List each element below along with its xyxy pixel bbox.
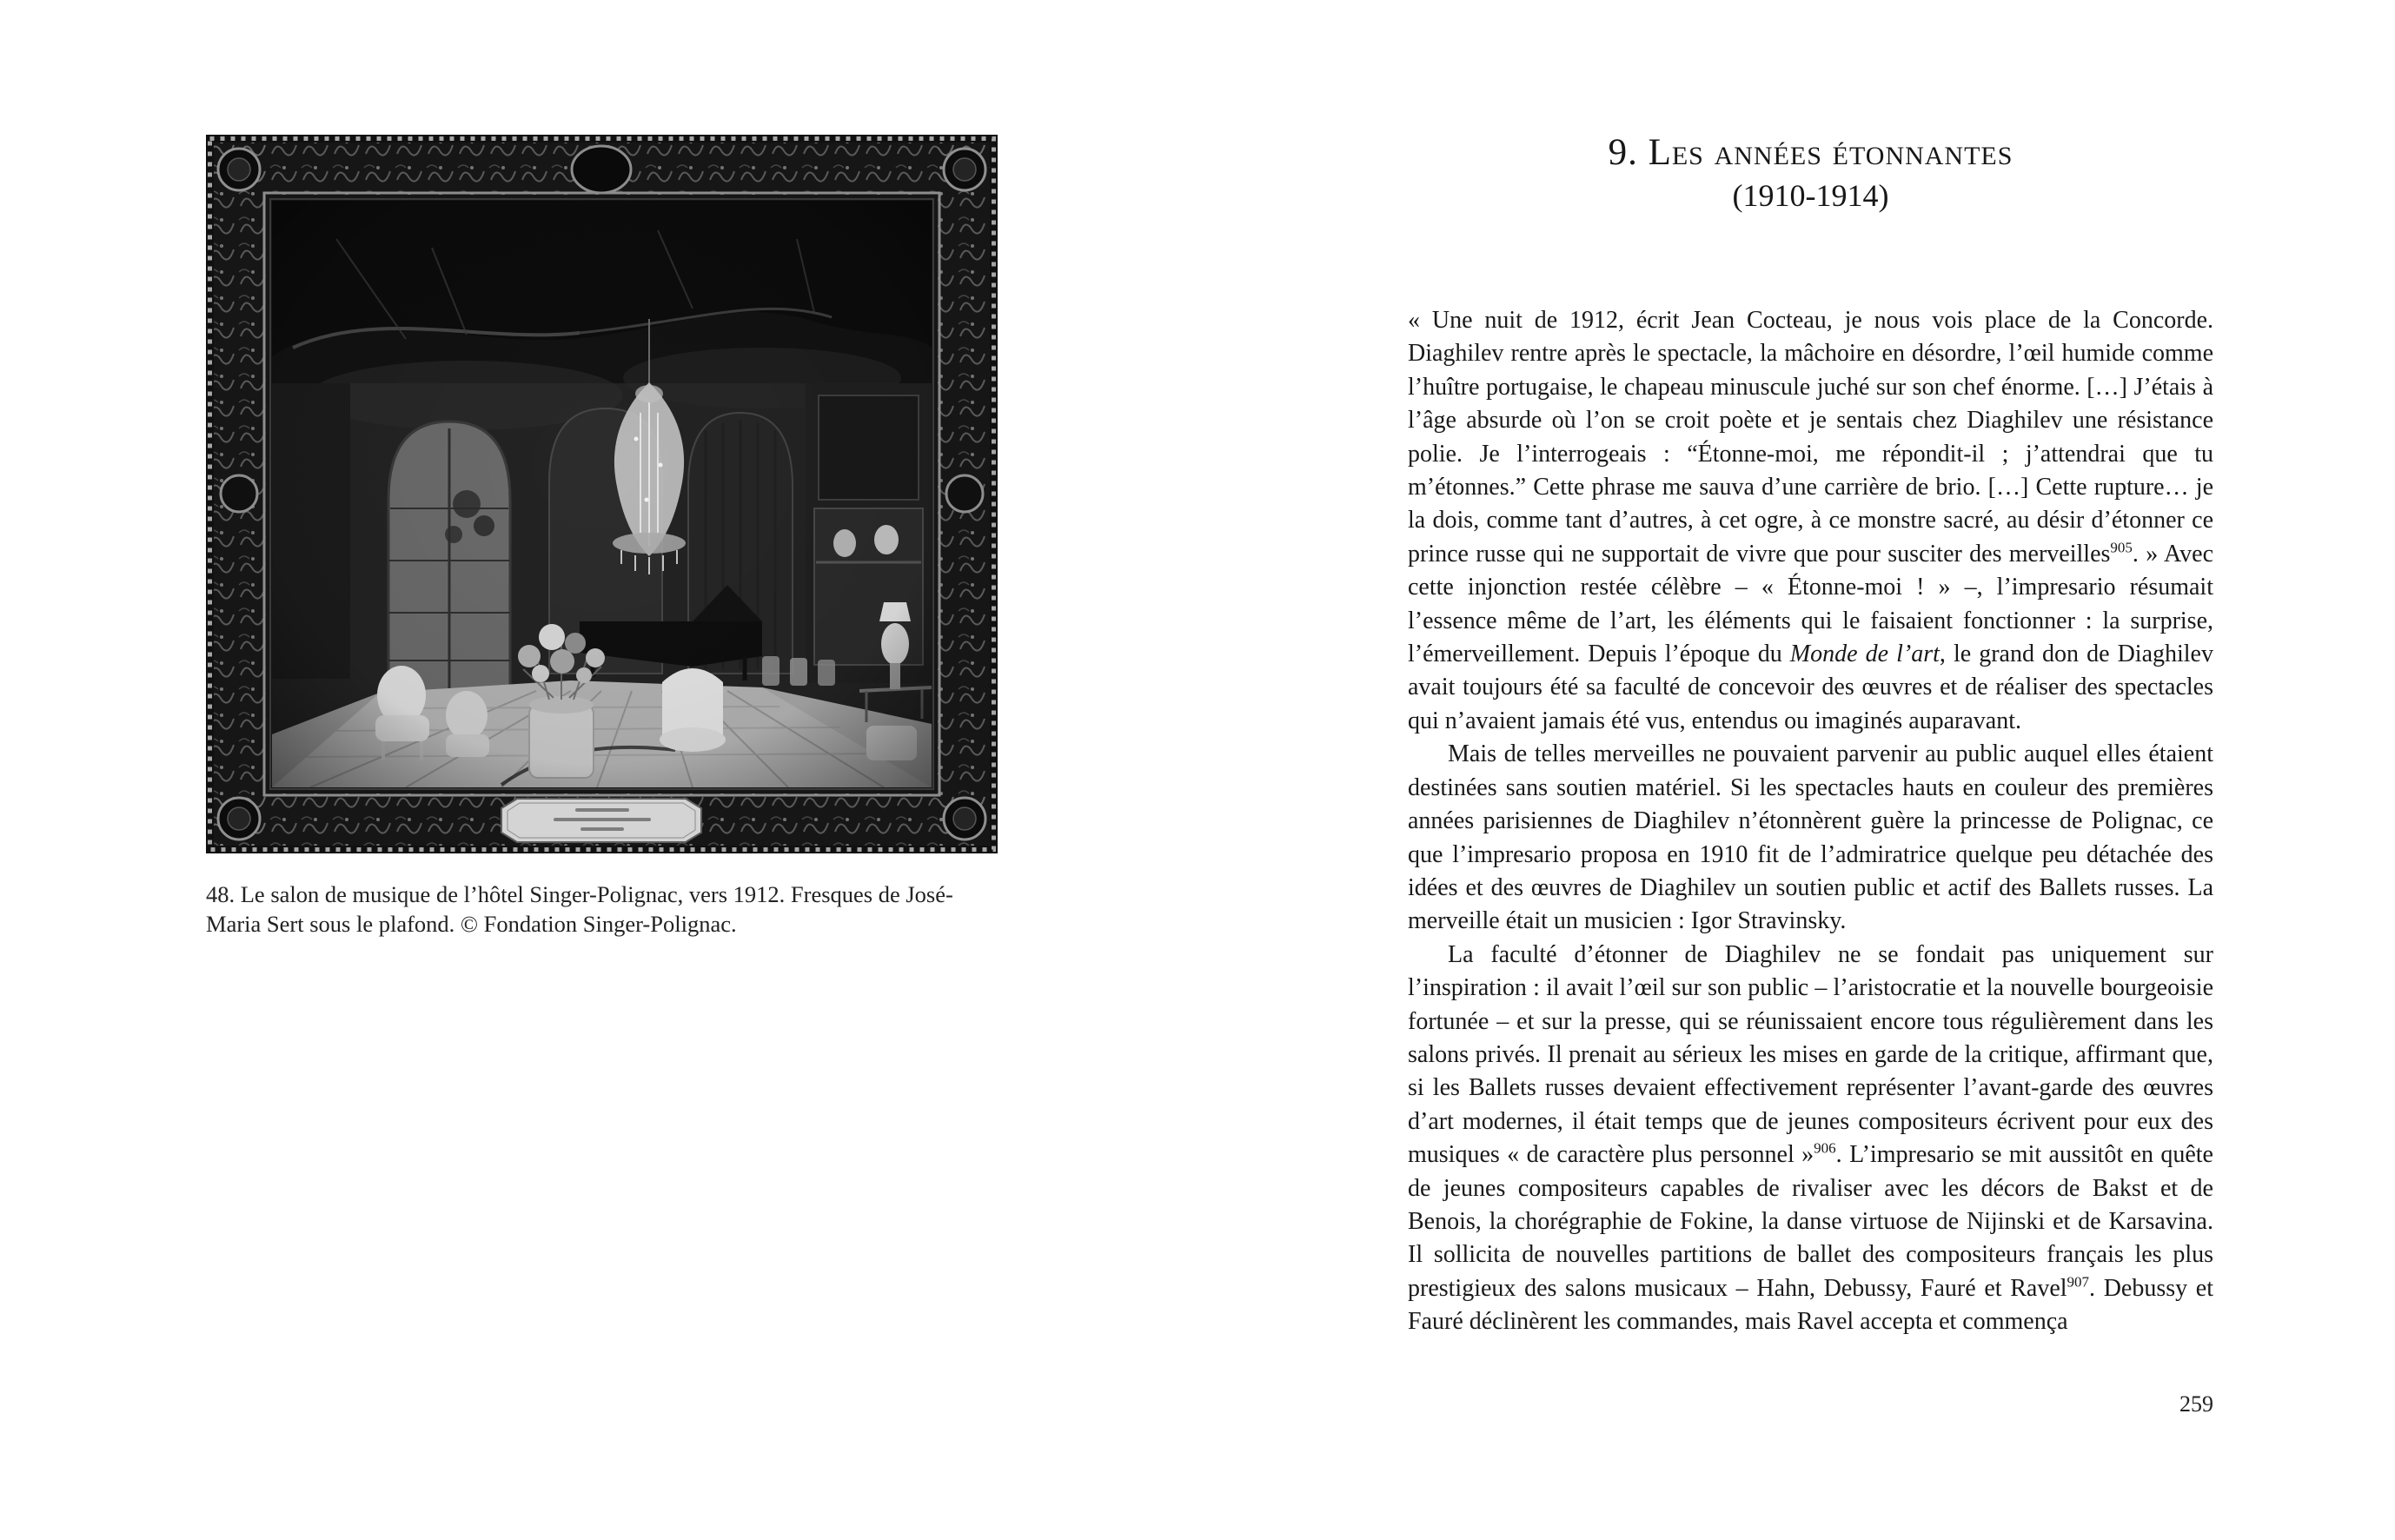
italic-title: Monde de l’art — [1789, 641, 1940, 668]
footnote-ref-905: 905 — [2110, 539, 2133, 556]
paragraph: Mais de telles merveilles ne pouvaient parvenir au public auquel elles étaient destinées sans soutien matériel. Si les spectacles hauts en couleur des premières années parisiennes de Diaghilev n’étonnèrent guère la princesse de Polignac, ce que l’impresario proposa en 1910 fit de l’admiratrice quelque peu détachée des idées et des œuvres de Diaghilev un soutien public et actif des Ballets russes. La merveille était un musicien : Igor Stravinsky. — [1408, 740, 2213, 935]
photo-vignette — [272, 201, 932, 787]
paragraph — [1408, 304, 2213, 738]
footnote-ref-906: 906 — [1814, 1139, 1836, 1157]
footnote-ref-907: 907 — [2067, 1273, 2090, 1291]
salon-interior — [272, 201, 932, 787]
frame-plaque — [501, 799, 701, 842]
salon-photograph — [206, 135, 998, 853]
corner-medallion — [944, 798, 985, 840]
side-medallion — [221, 475, 257, 512]
paragraph — [1408, 939, 2213, 1339]
chapter-subtitle: (1910-1914) — [1732, 178, 1889, 213]
paragraph-text: . Debussy et Fauré déclinèrent les commandes, mais Ravel accepta et commença — [1408, 1274, 2213, 1336]
corner-medallion — [218, 798, 260, 840]
salon-photo-figure — [206, 135, 998, 853]
paragraph-text: « Une nuit de 1912, écrit Jean Cocteau, je nous vois place de la Concorde. Diaghilev rentre après le spectacle, la mâchoire en désordre, l’œil humide comme l’huître portugaise, le chapeau minuscule juché sur son chef énorme. […] J’étais à l’âge absurde où l’on se croit poète et je sentais chez Diaghilev une résistance polie. Je l’interrogeais : “Étonne-moi, me répondit-il ; j’attendrai que tu m’étonnes.” Cette phrase me sauva d’une carrière de brio. […] Cette rupture… je la dois, comme tant d’autres, à cet ogre, à ce monstre sacré, au désir d’étonner ce prince russe qui ne supportait de vivre que pour susciter des merveilles — [1408, 307, 2213, 568]
corner-medallion — [218, 149, 260, 190]
chapter-title: 9. Les années étonnantes — [1608, 132, 2014, 173]
page-number: 259 — [2179, 1391, 2213, 1417]
top-cartouche — [572, 146, 631, 193]
chapter-column — [1408, 132, 2213, 1339]
paragraph-text: . » Avec cette injonction restée célèbre – « Étonne-moi ! » –, l’impresario résumait l’essence même de l’art, les éléments qui le faisaient fonctionner : la surprise, l’émerveillement. Depuis l’époque du — [1408, 540, 2213, 668]
figure-caption: 48. Le salon de musique de l’hôtel Singer-Polignac, vers 1912. Fresques de José-Maria Sert sous le plafond. © Fondation Singer-Polignac. — [206, 881, 953, 937]
side-medallion — [946, 475, 983, 512]
corner-medallion — [944, 149, 985, 190]
chapter-body — [1408, 304, 2213, 1339]
paragraph-text: . L’impresario se mit aussitôt en quête de jeunes compositeurs capables de rivaliser avec les décors de Bakst et de Benois, la chorégraphie de Fokine, la danse virtuose de Nijinski et de Karsavina. Il sollicita de nouvelles partitions de ballet des compositeurs français les plus prestigieux des salons musicaux – Hahn, Debussy, Fauré et Ravel — [1408, 1141, 2213, 1302]
paragraph-text: La faculté d’étonner de Diaghilev ne se fondait pas uniquement sur l’inspiration : il avait l’œil sur son public – l’aristocratie et la nouvelle bourgeoisie fortunée – et sur la presse, qui se réunissaient encore tous régulièrement dans les salons privés. Il prenait au sérieux les mises en garde de la critique, affirmant que, si les Ballets russes devaient effectivement représenter l’avant-garde des œuvres d’art modernes, il était temps que de jeunes compositeurs écrivent pour eux des musiques « de caractère plus personnel » — [1408, 940, 2213, 1169]
paragraph-text: , le grand don de Diaghilev avait toujours été sa faculté de concevoir des œuvres et de réaliser des spectacles qui n’avaient jamais été vus, entendus ou imaginés auparavant. — [1408, 641, 2213, 734]
